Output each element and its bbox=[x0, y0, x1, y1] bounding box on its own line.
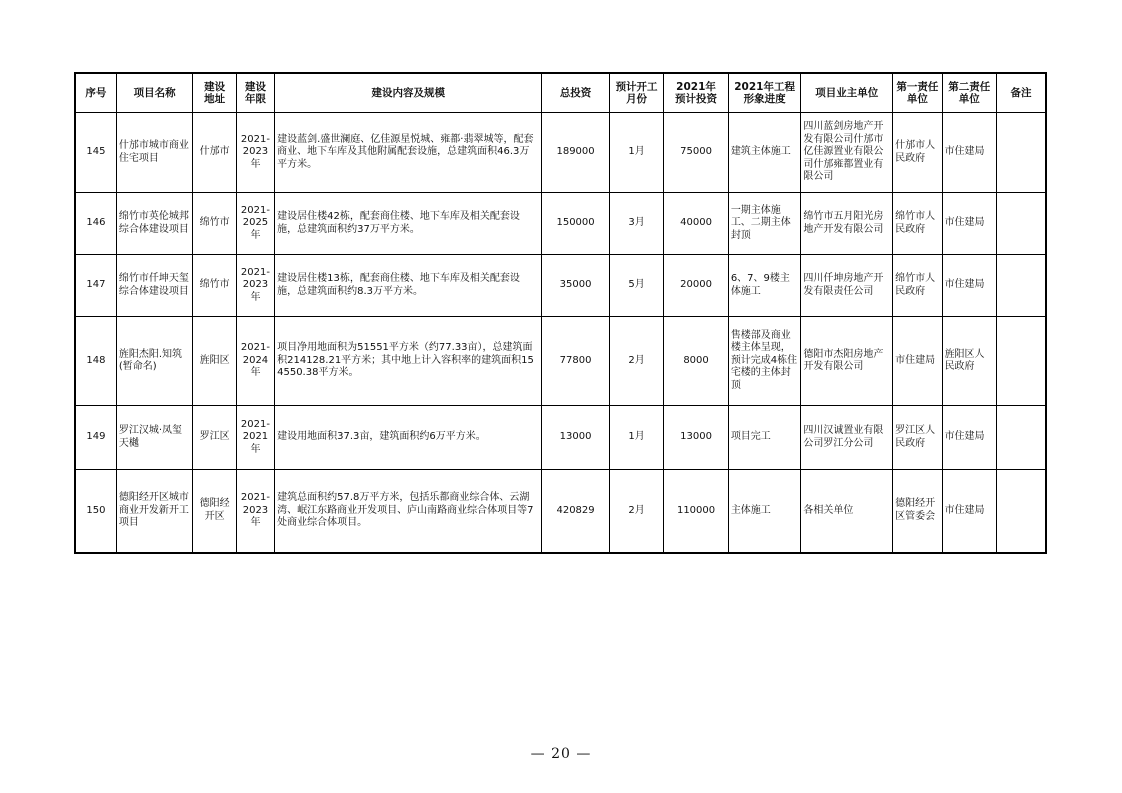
cell-content: 建设蓝剑.盛世澜庭、亿佳源星悦城、雍都·翡翠城等，配套商业、地下车库及其他附属配套设施，总建筑面积46.3万平方米。 bbox=[275, 113, 542, 193]
cell-address: 旌阳区 bbox=[193, 317, 236, 406]
cell-content: 项目净用地面积为51551平方米（约77.33亩），总建筑面积214128.21平方米；其中地上计入容积率的建筑面积154550.38平方米。 bbox=[275, 317, 542, 406]
cell-no: 148 bbox=[75, 317, 116, 406]
cell-total: 13000 bbox=[542, 406, 610, 470]
cell-first-resp: 绵竹市人民政府 bbox=[893, 193, 942, 255]
cell-years: 2021-2024年 bbox=[236, 317, 274, 406]
cell-first-resp: 市住建局 bbox=[893, 317, 942, 406]
cell-progress: 6、7、9楼主体施工 bbox=[728, 255, 801, 317]
cell-start: 2月 bbox=[609, 470, 663, 553]
header-invest-2021: 2021年 预计投资 bbox=[664, 73, 729, 113]
header-first-resp: 第一责任 单位 bbox=[893, 73, 942, 113]
cell-name: 绵竹市仟坤天玺综合体建设项目 bbox=[116, 255, 193, 317]
cell-no: 150 bbox=[75, 470, 116, 553]
cell-start: 1月 bbox=[609, 113, 663, 193]
cell-first-resp: 绵竹市人民政府 bbox=[893, 255, 942, 317]
cell-address: 绵竹市 bbox=[193, 255, 236, 317]
cell-name: 旌阳杰阳.知筑(暂命名) bbox=[116, 317, 193, 406]
cell-owner: 四川汉诚置业有限公司罗江分公司 bbox=[801, 406, 893, 470]
cell-first-resp: 罗江区人民政府 bbox=[893, 406, 942, 470]
cell-no: 149 bbox=[75, 406, 116, 470]
cell-owner: 各相关单位 bbox=[801, 470, 893, 553]
cell-no: 145 bbox=[75, 113, 116, 193]
cell-progress: 建筑主体施工 bbox=[728, 113, 801, 193]
header-second-resp: 第二责任 单位 bbox=[942, 73, 996, 113]
table-row bbox=[75, 317, 1046, 406]
page-number: — 20 — bbox=[530, 746, 592, 762]
cell-second-resp: 市住建局 bbox=[942, 113, 996, 193]
cell-content: 建筑总面积约57.8万平方米，包括乐都商业综合体、云湖湾、岷江东路商业开发项目、庐山南路商业综合体项目等7处商业综合体项目。 bbox=[275, 470, 542, 553]
cell-address: 绵竹市 bbox=[193, 193, 236, 255]
cell-total: 77800 bbox=[542, 317, 610, 406]
cell-remark bbox=[997, 193, 1047, 255]
cell-no: 147 bbox=[75, 255, 116, 317]
cell-total: 420829 bbox=[542, 470, 610, 553]
header-content: 建设内容及规模 bbox=[275, 73, 542, 113]
header-name: 项目名称 bbox=[116, 73, 193, 113]
cell-address: 什邡市 bbox=[193, 113, 236, 193]
cell-years: 2021-2023年 bbox=[236, 255, 274, 317]
cell-name: 绵竹市英伦城邦综合体建设项目 bbox=[116, 193, 193, 255]
cell-second-resp: 市住建局 bbox=[942, 470, 996, 553]
cell-progress: 项目完工 bbox=[728, 406, 801, 470]
table-header-row bbox=[75, 73, 1046, 113]
cell-content: 建设用地面积37.3亩，建筑面积约6万平方米。 bbox=[275, 406, 542, 470]
cell-first-resp: 德阳经开区管委会 bbox=[893, 470, 942, 553]
cell-name: 什邡市城市商业住宅项目 bbox=[116, 113, 193, 193]
table-row bbox=[75, 113, 1046, 193]
cell-no: 146 bbox=[75, 193, 116, 255]
cell-remark bbox=[997, 317, 1047, 406]
cell-invest-2021: 13000 bbox=[664, 406, 729, 470]
cell-first-resp: 什邡市人民政府 bbox=[893, 113, 942, 193]
cell-second-resp: 市住建局 bbox=[942, 406, 996, 470]
header-address: 建设 地址 bbox=[193, 73, 236, 113]
header-remark: 备注 bbox=[997, 73, 1047, 113]
cell-years: 2021-2023年 bbox=[236, 470, 274, 553]
cell-progress: 一期主体施工、二期主体封顶 bbox=[728, 193, 801, 255]
cell-remark bbox=[997, 255, 1047, 317]
header-no: 序号 bbox=[75, 73, 116, 113]
cell-owner: 德阳市杰阳房地产开发有限公司 bbox=[801, 317, 893, 406]
header-start: 预计开工 月份 bbox=[609, 73, 663, 113]
cell-address: 德阳经开区 bbox=[193, 470, 236, 553]
cell-second-resp: 市住建局 bbox=[942, 193, 996, 255]
cell-content: 建设居住楼42栋，配套商住楼、地下车库及相关配套设施，总建筑面积约37万平方米。 bbox=[275, 193, 542, 255]
cell-remark bbox=[997, 113, 1047, 193]
cell-years: 2021-2025年 bbox=[236, 193, 274, 255]
cell-years: 2021-2021年 bbox=[236, 406, 274, 470]
header-total: 总投资 bbox=[542, 73, 610, 113]
cell-remark bbox=[997, 406, 1047, 470]
cell-second-resp: 市住建局 bbox=[942, 255, 996, 317]
cell-name: 罗江汉城·凤玺天樾 bbox=[116, 406, 193, 470]
cell-invest-2021: 75000 bbox=[664, 113, 729, 193]
cell-start: 2月 bbox=[609, 317, 663, 406]
cell-total: 150000 bbox=[542, 193, 610, 255]
project-table bbox=[74, 72, 1047, 554]
header-progress: 2021年工程 形象进度 bbox=[728, 73, 801, 113]
cell-invest-2021: 8000 bbox=[664, 317, 729, 406]
cell-total: 35000 bbox=[542, 255, 610, 317]
header-years: 建设 年限 bbox=[236, 73, 274, 113]
cell-start: 5月 bbox=[609, 255, 663, 317]
cell-start: 1月 bbox=[609, 406, 663, 470]
cell-address: 罗江区 bbox=[193, 406, 236, 470]
cell-content: 建设居住楼13栋，配套商住楼、地下车库及相关配套设施，总建筑面积约8.3万平方米。 bbox=[275, 255, 542, 317]
cell-progress: 主体施工 bbox=[728, 470, 801, 553]
header-owner: 项目业主单位 bbox=[801, 73, 893, 113]
cell-total: 189000 bbox=[542, 113, 610, 193]
cell-remark bbox=[997, 470, 1047, 553]
cell-second-resp: 旌阳区人民政府 bbox=[942, 317, 996, 406]
cell-years: 2021-2023年 bbox=[236, 113, 274, 193]
cell-owner: 四川仟坤房地产开发有限责任公司 bbox=[801, 255, 893, 317]
cell-owner: 四川蓝剑房地产开发有限公司什邡市亿佳源置业有限公司什邡雍都置业有限公司 bbox=[801, 113, 893, 193]
cell-start: 3月 bbox=[609, 193, 663, 255]
cell-invest-2021: 110000 bbox=[664, 470, 729, 553]
cell-invest-2021: 20000 bbox=[664, 255, 729, 317]
table-row bbox=[75, 470, 1046, 553]
cell-progress: 售楼部及商业楼主体呈现，预计完成4栋住宅楼的主体封顶 bbox=[728, 317, 801, 406]
table-row bbox=[75, 406, 1046, 470]
cell-name: 德阳经开区城市商业开发新开工项目 bbox=[116, 470, 193, 553]
table-row bbox=[75, 255, 1046, 317]
cell-invest-2021: 40000 bbox=[664, 193, 729, 255]
cell-owner: 绵竹市五月阳光房地产开发有限公司 bbox=[801, 193, 893, 255]
table-row bbox=[75, 193, 1046, 255]
